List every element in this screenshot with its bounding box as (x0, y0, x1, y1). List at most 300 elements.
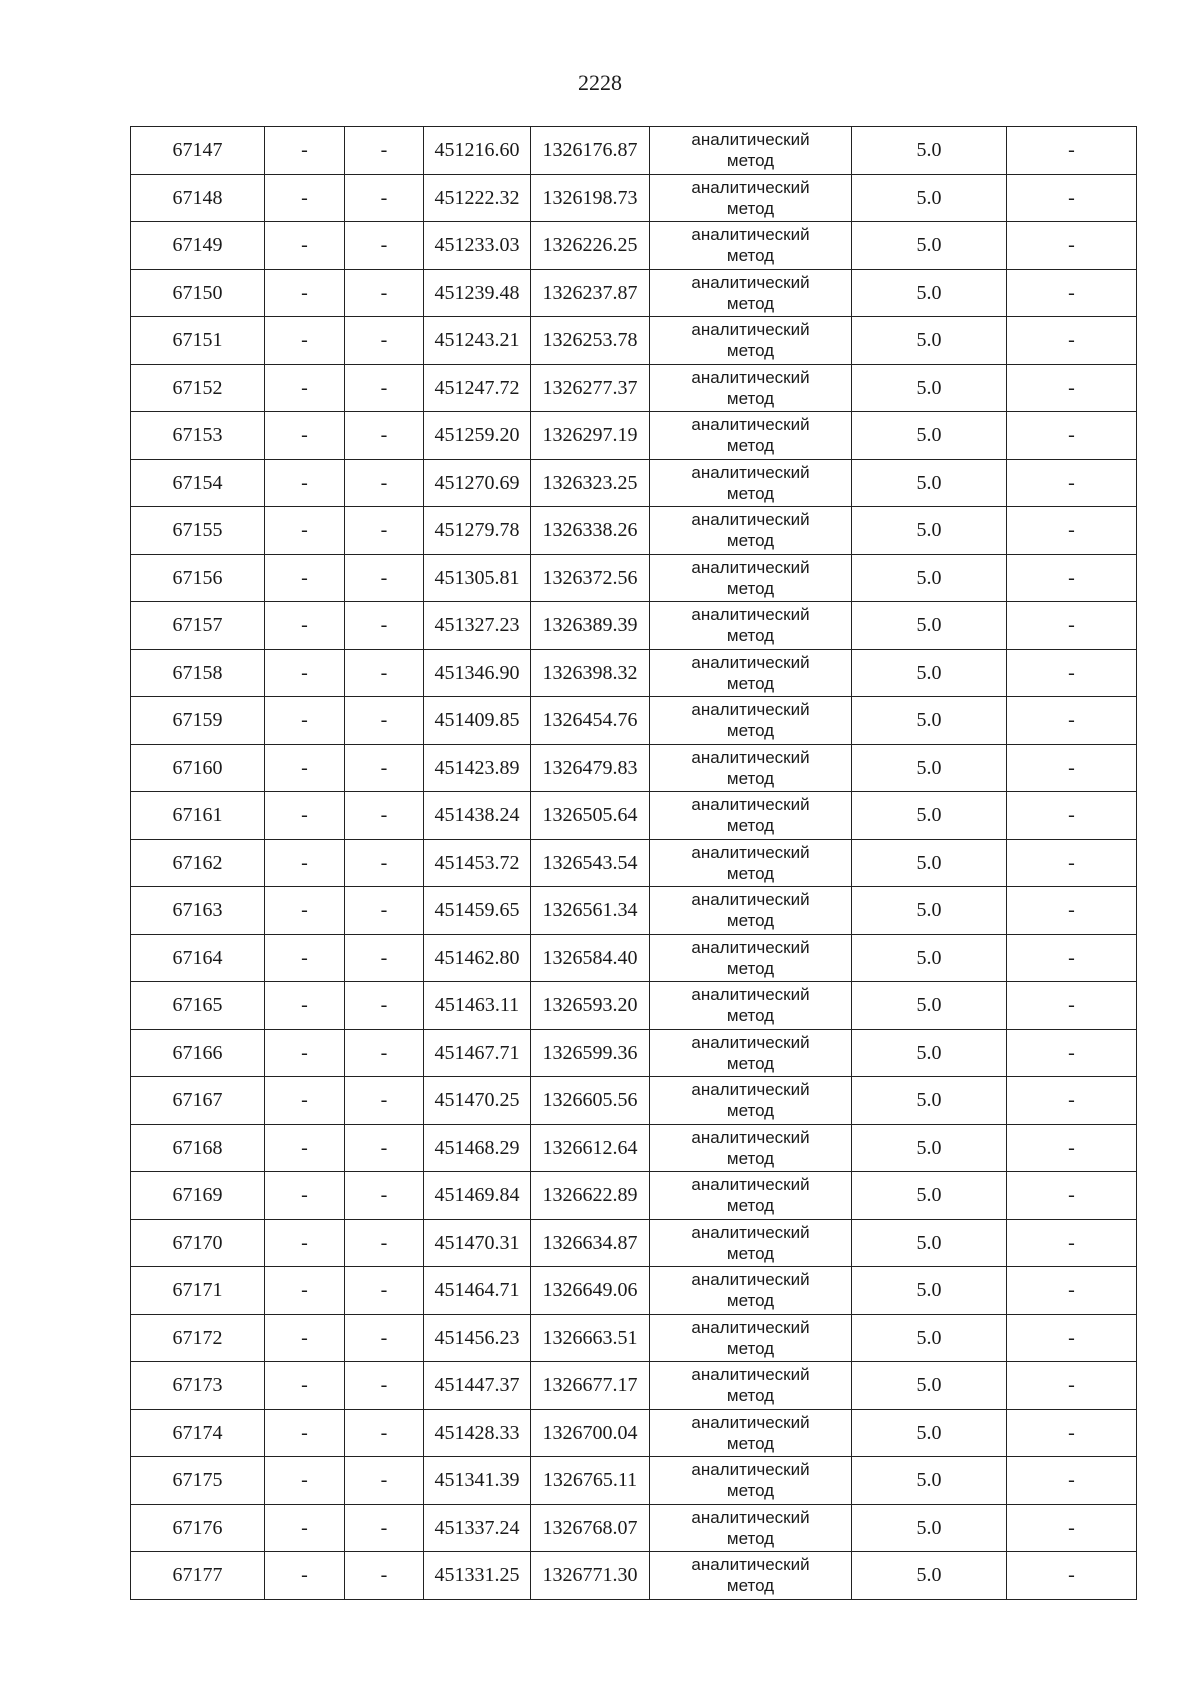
method-cell (650, 1124, 852, 1172)
y-coordinate-cell: 1326454.76 (531, 697, 650, 745)
empty-cell-3: - (345, 792, 424, 840)
x-coordinate-cell: 451438.24 (424, 792, 531, 840)
x-coordinate-cell: 451459.65 (424, 887, 531, 935)
empty-cell-3: - (345, 982, 424, 1030)
empty-cell-3: - (345, 174, 424, 222)
y-coordinate-cell: 1326543.54 (531, 839, 650, 887)
accuracy-cell: 5.0 (852, 269, 1007, 317)
table-row (131, 1267, 1137, 1315)
accuracy-cell: 5.0 (852, 317, 1007, 365)
empty-cell-3: - (345, 1219, 424, 1267)
method-line-1: аналитический (691, 130, 810, 149)
table-row (131, 792, 1137, 840)
y-coordinate-cell: 1326700.04 (531, 1409, 650, 1457)
method-line-1: аналитический (691, 890, 810, 909)
method-line-2: метод (726, 1196, 775, 1216)
table-row (131, 1077, 1137, 1125)
method-line-2: метод (726, 293, 775, 313)
empty-cell-2: - (265, 507, 345, 555)
point-id-cell: 67147 (131, 127, 265, 175)
table-row (131, 1457, 1137, 1505)
table-row (131, 1314, 1137, 1362)
x-coordinate-cell: 451462.80 (424, 934, 531, 982)
y-coordinate-cell: 1326663.51 (531, 1314, 650, 1362)
y-coordinate-cell: 1326297.19 (531, 412, 650, 460)
accuracy-cell: 5.0 (852, 222, 1007, 270)
method-line-1: аналитический (691, 1412, 810, 1432)
point-id-cell: 67155 (131, 507, 265, 555)
method-line-2: метод (726, 1481, 775, 1501)
method-line-1: аналитический (691, 1365, 810, 1384)
table-row (131, 1409, 1137, 1457)
method-line-1: аналитический (691, 1555, 810, 1574)
method-line-2: метод (726, 1433, 775, 1453)
empty-cell-8: - (1007, 1029, 1137, 1077)
page-number: 2228 (578, 70, 622, 95)
empty-cell-3: - (345, 1029, 424, 1077)
point-id-cell: 67168 (131, 1124, 265, 1172)
method-line-2: метод (726, 1576, 775, 1596)
y-coordinate-cell: 1326634.87 (531, 1219, 650, 1267)
empty-cell-3: - (345, 697, 424, 745)
y-coordinate-cell: 1326237.87 (531, 269, 650, 317)
empty-cell-2: - (265, 127, 345, 175)
accuracy-cell: 5.0 (852, 1124, 1007, 1172)
empty-cell-2: - (265, 744, 345, 792)
empty-cell-3: - (345, 1362, 424, 1410)
method-line-2: метод (726, 958, 775, 978)
method-line-1: аналитический (691, 700, 810, 719)
method-line-2: метод (726, 198, 775, 218)
x-coordinate-cell: 451327.23 (424, 602, 531, 650)
empty-cell-8: - (1007, 1124, 1137, 1172)
method-line-1: аналитический (691, 1175, 810, 1194)
x-coordinate-cell: 451447.37 (424, 1362, 531, 1410)
empty-cell-8: - (1007, 1314, 1137, 1362)
empty-cell-2: - (265, 1267, 345, 1315)
table-row (131, 222, 1137, 270)
table-row (131, 174, 1137, 222)
empty-cell-8: - (1007, 222, 1137, 270)
x-coordinate-cell: 451409.85 (424, 697, 531, 745)
y-coordinate-cell: 1326479.83 (531, 744, 650, 792)
y-coordinate-cell: 1326649.06 (531, 1267, 650, 1315)
y-coordinate-cell: 1326677.17 (531, 1362, 650, 1410)
table-row (131, 602, 1137, 650)
empty-cell-8: - (1007, 1172, 1137, 1220)
method-line-2: метод (726, 863, 775, 883)
y-coordinate-cell: 1326771.30 (531, 1552, 650, 1600)
empty-cell-2: - (265, 934, 345, 982)
empty-cell-3: - (345, 1314, 424, 1362)
method-line-1: аналитический (691, 985, 810, 1004)
method-line-2: метод (726, 1243, 775, 1263)
method-line-2: метод (726, 246, 775, 266)
empty-cell-2: - (265, 1124, 345, 1172)
method-cell (650, 934, 852, 982)
empty-cell-3: - (345, 459, 424, 507)
method-cell (650, 459, 852, 507)
empty-cell-8: - (1007, 1552, 1137, 1600)
empty-cell-8: - (1007, 459, 1137, 507)
x-coordinate-cell: 451453.72 (424, 839, 531, 887)
empty-cell-8: - (1007, 1267, 1137, 1315)
empty-cell-3: - (345, 1172, 424, 1220)
x-coordinate-cell: 451470.31 (424, 1219, 531, 1267)
accuracy-cell: 5.0 (852, 554, 1007, 602)
accuracy-cell: 5.0 (852, 1362, 1007, 1410)
empty-cell-3: - (345, 1267, 424, 1315)
x-coordinate-cell: 451467.71 (424, 1029, 531, 1077)
method-line-2: метод (726, 768, 775, 788)
method-cell (650, 887, 852, 935)
method-cell (650, 1077, 852, 1125)
accuracy-cell: 5.0 (852, 364, 1007, 412)
empty-cell-3: - (345, 839, 424, 887)
empty-cell-8: - (1007, 554, 1137, 602)
accuracy-cell: 5.0 (852, 1552, 1007, 1600)
y-coordinate-cell: 1326323.25 (531, 459, 650, 507)
empty-cell-8: - (1007, 174, 1137, 222)
point-id-cell: 67163 (131, 887, 265, 935)
empty-cell-8: - (1007, 887, 1137, 935)
empty-cell-2: - (265, 1077, 345, 1125)
table-row (131, 507, 1137, 555)
table-row (131, 982, 1137, 1030)
method-line-1: аналитический (691, 1507, 810, 1527)
empty-cell-2: - (265, 1172, 345, 1220)
method-line-2: метод (726, 721, 775, 741)
point-id-cell: 67177 (131, 1552, 265, 1600)
empty-cell-3: - (345, 364, 424, 412)
empty-cell-2: - (265, 222, 345, 270)
accuracy-cell: 5.0 (852, 697, 1007, 745)
empty-cell-8: - (1007, 602, 1137, 650)
accuracy-cell: 5.0 (852, 127, 1007, 175)
accuracy-cell: 5.0 (852, 982, 1007, 1030)
x-coordinate-cell: 451305.81 (424, 554, 531, 602)
method-line-1: аналитический (691, 557, 810, 577)
empty-cell-2: - (265, 174, 345, 222)
empty-cell-8: - (1007, 127, 1137, 175)
accuracy-cell: 5.0 (852, 412, 1007, 460)
empty-cell-2: - (265, 697, 345, 745)
accuracy-cell: 5.0 (852, 1504, 1007, 1552)
point-id-cell: 67153 (131, 412, 265, 460)
table-row (131, 1504, 1137, 1552)
x-coordinate-cell: 451341.39 (424, 1457, 531, 1505)
point-id-cell: 67169 (131, 1172, 265, 1220)
empty-cell-2: - (265, 364, 345, 412)
y-coordinate-cell: 1326176.87 (531, 127, 650, 175)
empty-cell-2: - (265, 1219, 345, 1267)
empty-cell-3: - (345, 602, 424, 650)
point-id-cell: 67165 (131, 982, 265, 1030)
method-line-1: аналитический (691, 1317, 810, 1337)
method-line-2: метод (726, 1338, 775, 1358)
method-line-1: аналитический (691, 937, 810, 957)
y-coordinate-cell: 1326198.73 (531, 174, 650, 222)
empty-cell-8: - (1007, 1219, 1137, 1267)
accuracy-cell: 5.0 (852, 174, 1007, 222)
empty-cell-8: - (1007, 744, 1137, 792)
method-cell (650, 174, 852, 222)
empty-cell-2: - (265, 1409, 345, 1457)
empty-cell-3: - (345, 887, 424, 935)
y-coordinate-cell: 1326253.78 (531, 317, 650, 365)
y-coordinate-cell: 1326622.89 (531, 1172, 650, 1220)
accuracy-cell: 5.0 (852, 1267, 1007, 1315)
point-id-cell: 67176 (131, 1504, 265, 1552)
method-line-2: метод (726, 816, 775, 836)
method-line-1: аналитический (691, 747, 810, 767)
table-row (131, 412, 1137, 460)
accuracy-cell: 5.0 (852, 649, 1007, 697)
x-coordinate-cell: 451464.71 (424, 1267, 531, 1315)
empty-cell-8: - (1007, 792, 1137, 840)
accuracy-cell: 5.0 (852, 459, 1007, 507)
method-line-2: метод (726, 1386, 775, 1406)
accuracy-cell: 5.0 (852, 602, 1007, 650)
empty-cell-8: - (1007, 364, 1137, 412)
x-coordinate-cell: 451259.20 (424, 412, 531, 460)
table-row (131, 1552, 1137, 1600)
method-line-1: аналитический (691, 272, 810, 292)
empty-cell-2: - (265, 554, 345, 602)
empty-cell-8: - (1007, 934, 1137, 982)
table-row (131, 459, 1137, 507)
empty-cell-3: - (345, 127, 424, 175)
point-id-cell: 67171 (131, 1267, 265, 1315)
table-row (131, 1362, 1137, 1410)
accuracy-cell: 5.0 (852, 1172, 1007, 1220)
method-cell (650, 1409, 852, 1457)
empty-cell-3: - (345, 317, 424, 365)
y-coordinate-cell: 1326593.20 (531, 982, 650, 1030)
x-coordinate-cell: 451463.11 (424, 982, 531, 1030)
empty-cell-2: - (265, 839, 345, 887)
x-coordinate-cell: 451337.24 (424, 1504, 531, 1552)
method-line-2: метод (726, 483, 775, 503)
method-cell (650, 839, 852, 887)
method-line-1: аналитический (691, 652, 810, 672)
accuracy-cell: 5.0 (852, 744, 1007, 792)
empty-cell-8: - (1007, 317, 1137, 365)
accuracy-cell: 5.0 (852, 792, 1007, 840)
method-cell (650, 1219, 852, 1267)
point-id-cell: 67160 (131, 744, 265, 792)
table-row (131, 934, 1137, 982)
method-line-2: метод (726, 341, 775, 361)
empty-cell-2: - (265, 1457, 345, 1505)
method-line-2: метод (726, 1006, 775, 1026)
method-cell (650, 269, 852, 317)
x-coordinate-cell: 451243.21 (424, 317, 531, 365)
method-cell (650, 1267, 852, 1315)
x-coordinate-cell: 451247.72 (424, 364, 531, 412)
method-cell (650, 1172, 852, 1220)
empty-cell-2: - (265, 887, 345, 935)
method-cell (650, 507, 852, 555)
method-cell (650, 1314, 852, 1362)
accuracy-cell: 5.0 (852, 1314, 1007, 1362)
y-coordinate-cell: 1326561.34 (531, 887, 650, 935)
x-coordinate-cell: 451216.60 (424, 127, 531, 175)
point-id-cell: 67164 (131, 934, 265, 982)
point-id-cell: 67175 (131, 1457, 265, 1505)
method-line-1: аналитический (691, 320, 810, 339)
x-coordinate-cell: 451279.78 (424, 507, 531, 555)
x-coordinate-cell: 451469.84 (424, 1172, 531, 1220)
table-row (131, 127, 1137, 175)
method-line-1: аналитический (691, 367, 810, 387)
method-cell (650, 1362, 852, 1410)
method-line-2: метод (726, 1528, 775, 1548)
empty-cell-3: - (345, 554, 424, 602)
method-line-2: метод (726, 151, 775, 171)
point-id-cell: 67167 (131, 1077, 265, 1125)
table-row (131, 317, 1137, 365)
empty-cell-3: - (345, 269, 424, 317)
method-line-1: аналитический (691, 605, 810, 624)
table-row (131, 697, 1137, 745)
y-coordinate-cell: 1326389.39 (531, 602, 650, 650)
method-line-1: аналитический (691, 1080, 810, 1099)
method-cell (650, 602, 852, 650)
method-cell (650, 412, 852, 460)
empty-cell-2: - (265, 412, 345, 460)
empty-cell-3: - (345, 1077, 424, 1125)
method-line-2: метод (726, 531, 775, 551)
empty-cell-2: - (265, 792, 345, 840)
method-line-1: аналитический (691, 462, 810, 482)
accuracy-cell: 5.0 (852, 1219, 1007, 1267)
empty-cell-8: - (1007, 269, 1137, 317)
x-coordinate-cell: 451423.89 (424, 744, 531, 792)
empty-cell-2: - (265, 1314, 345, 1362)
empty-cell-3: - (345, 222, 424, 270)
method-cell (650, 1504, 852, 1552)
y-coordinate-cell: 1326505.64 (531, 792, 650, 840)
method-line-2: метод (726, 626, 775, 646)
method-cell (650, 744, 852, 792)
x-coordinate-cell: 451428.33 (424, 1409, 531, 1457)
accuracy-cell: 5.0 (852, 507, 1007, 555)
method-line-2: метод (726, 1101, 775, 1121)
method-line-1: аналитический (691, 1460, 810, 1479)
x-coordinate-cell: 451346.90 (424, 649, 531, 697)
point-id-cell: 67152 (131, 364, 265, 412)
point-id-cell: 67174 (131, 1409, 265, 1457)
empty-cell-2: - (265, 1029, 345, 1077)
table-row (131, 839, 1137, 887)
point-id-cell: 67162 (131, 839, 265, 887)
empty-cell-8: - (1007, 1362, 1137, 1410)
point-id-cell: 67157 (131, 602, 265, 650)
point-id-cell: 67154 (131, 459, 265, 507)
empty-cell-8: - (1007, 1409, 1137, 1457)
x-coordinate-cell: 451270.69 (424, 459, 531, 507)
point-id-cell: 67151 (131, 317, 265, 365)
table-row (131, 1029, 1137, 1077)
method-line-1: аналитический (691, 1127, 810, 1147)
point-id-cell: 67161 (131, 792, 265, 840)
empty-cell-2: - (265, 602, 345, 650)
method-cell (650, 1552, 852, 1600)
empty-cell-3: - (345, 1504, 424, 1552)
point-id-cell: 67166 (131, 1029, 265, 1077)
point-id-cell: 67148 (131, 174, 265, 222)
method-cell (650, 1029, 852, 1077)
empty-cell-3: - (345, 649, 424, 697)
point-id-cell: 67150 (131, 269, 265, 317)
y-coordinate-cell: 1326765.11 (531, 1457, 650, 1505)
x-coordinate-cell: 451331.25 (424, 1552, 531, 1600)
accuracy-cell: 5.0 (852, 1029, 1007, 1077)
method-cell (650, 1457, 852, 1505)
empty-cell-8: - (1007, 1457, 1137, 1505)
y-coordinate-cell: 1326768.07 (531, 1504, 650, 1552)
empty-cell-3: - (345, 412, 424, 460)
empty-cell-8: - (1007, 839, 1137, 887)
method-line-2: метод (726, 578, 775, 598)
x-coordinate-cell: 451468.29 (424, 1124, 531, 1172)
empty-cell-2: - (265, 1552, 345, 1600)
x-coordinate-cell: 451222.32 (424, 174, 531, 222)
x-coordinate-cell: 451470.25 (424, 1077, 531, 1125)
method-line-1: аналитический (691, 225, 810, 244)
empty-cell-8: - (1007, 982, 1137, 1030)
method-cell (650, 649, 852, 697)
method-line-2: метод (726, 388, 775, 408)
y-coordinate-cell: 1326605.56 (531, 1077, 650, 1125)
table-row (131, 649, 1137, 697)
x-coordinate-cell: 451456.23 (424, 1314, 531, 1362)
table-row (131, 1219, 1137, 1267)
method-cell (650, 697, 852, 745)
y-coordinate-cell: 1326226.25 (531, 222, 650, 270)
method-line-2: метод (726, 436, 775, 456)
table-row (131, 269, 1137, 317)
coordinates-table (130, 126, 1137, 1600)
x-coordinate-cell: 451233.03 (424, 222, 531, 270)
method-cell (650, 127, 852, 175)
table-row (131, 364, 1137, 412)
empty-cell-2: - (265, 649, 345, 697)
empty-cell-3: - (345, 744, 424, 792)
y-coordinate-cell: 1326612.64 (531, 1124, 650, 1172)
accuracy-cell: 5.0 (852, 1409, 1007, 1457)
table-row (131, 554, 1137, 602)
method-line-1: аналитический (691, 842, 810, 862)
table-row (131, 887, 1137, 935)
method-line-2: метод (726, 911, 775, 931)
empty-cell-3: - (345, 507, 424, 555)
point-id-cell: 67159 (131, 697, 265, 745)
method-cell (650, 222, 852, 270)
empty-cell-8: - (1007, 507, 1137, 555)
method-cell (650, 554, 852, 602)
empty-cell-2: - (265, 269, 345, 317)
table-row (131, 1124, 1137, 1172)
accuracy-cell: 5.0 (852, 1077, 1007, 1125)
table-row (131, 1172, 1137, 1220)
method-cell (650, 982, 852, 1030)
y-coordinate-cell: 1326277.37 (531, 364, 650, 412)
method-line-1: аналитический (691, 510, 810, 529)
method-cell (650, 792, 852, 840)
method-line-1: аналитический (691, 1270, 810, 1289)
